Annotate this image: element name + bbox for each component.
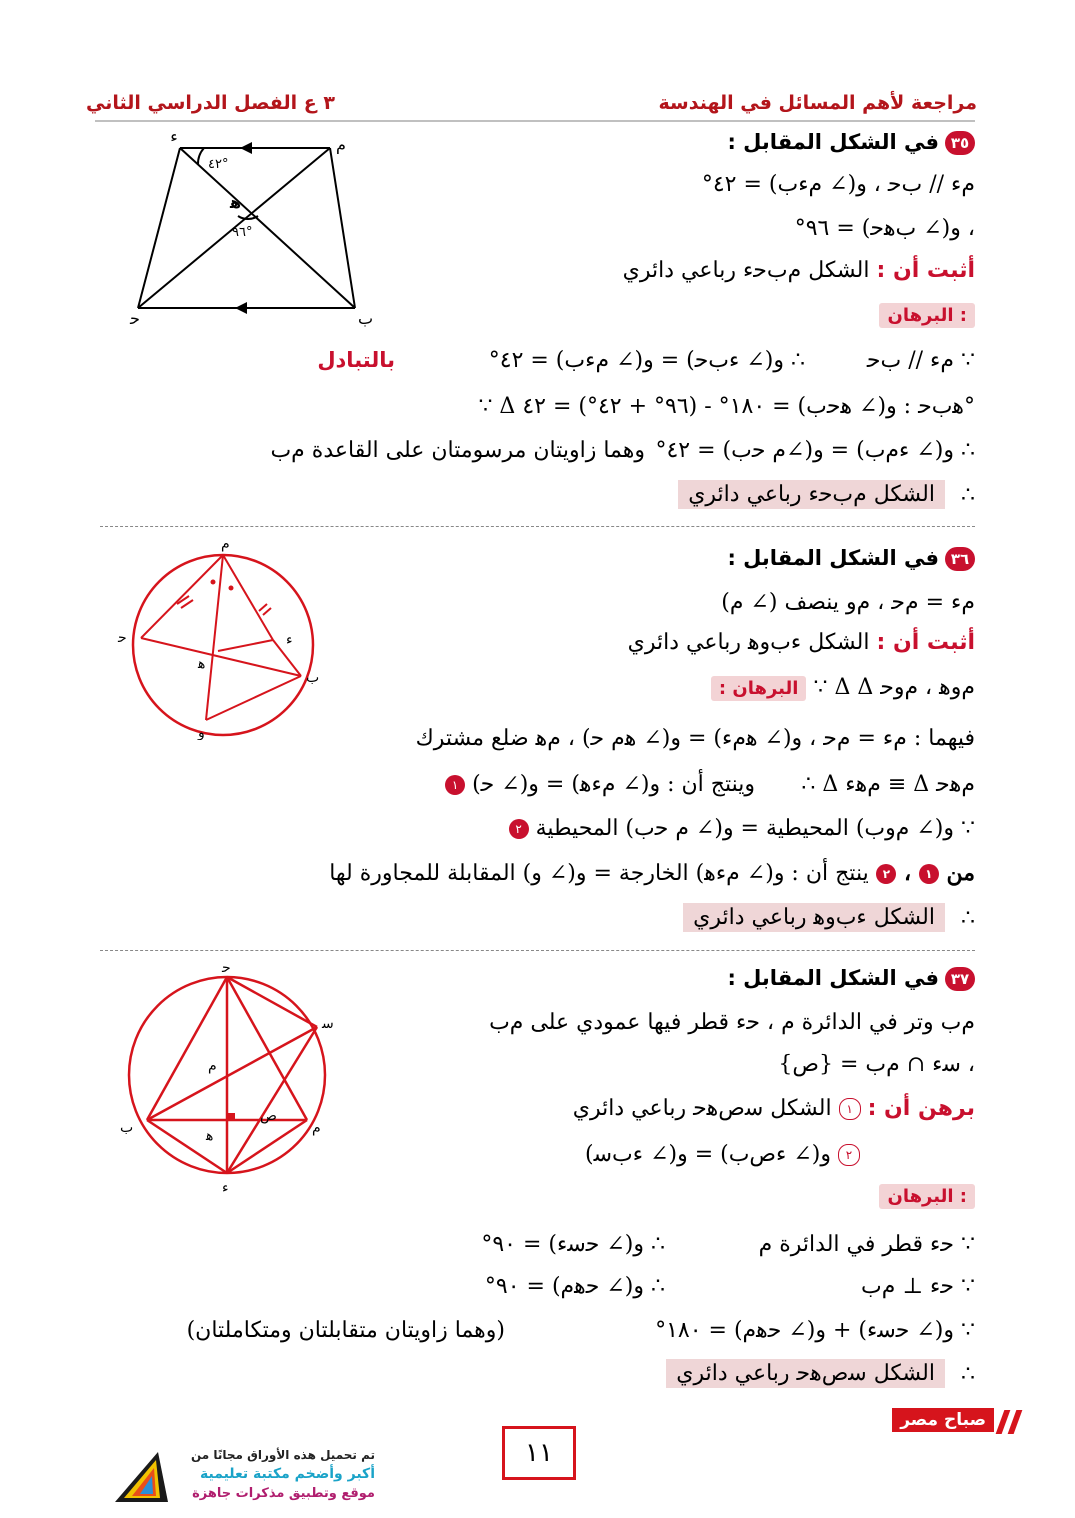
q36-step3-num: ٢ <box>509 819 529 839</box>
q35-prove-label: أثبت أن : <box>876 258 975 283</box>
q37-conclusion: الشكل ﺳﺹﻫﺣ رباعي دائري <box>666 1359 945 1388</box>
q36-step3-wrap <box>509 816 975 841</box>
q35-step1-c: بالتبادل <box>317 348 395 372</box>
q36-step1: فيهما : ﻡﺀ = ﻡﺣ ، ﻭ(∠ ﻫﻡﺀ) = ﻭ(∠ ﻫﻡ ﺣ) ، ﻡﻫ ضلع مشترك <box>415 726 975 751</box>
q36-label-c: ﺣ <box>118 630 127 646</box>
q35-proof-label: البرهان : <box>879 303 975 328</box>
q35-figure <box>120 128 380 328</box>
q36-prove-line <box>628 630 975 655</box>
q35-conclusion: الشكل ﻡﺏﺣﺀ رباعي دائري <box>678 480 945 509</box>
q36-step4-num1: ١ <box>919 864 939 884</box>
q35-prove-line <box>623 258 975 283</box>
q36-step4: ينتج أن : ﻭ(∠ ﻡﺀﻫ) الخارجة = ﻭ(∠ ﻭ) المقابلة للمجاورة لها <box>329 861 869 886</box>
q36-label-b: ﺏ <box>306 670 320 686</box>
q37-label-e: ﻫ <box>206 1128 214 1144</box>
page-number: ١١ <box>502 1426 576 1480</box>
q37-prove2: ﻭ(∠ ﺀﺹﺏ) = ﻭ(∠ ﺀﺏﺳ) <box>585 1142 831 1167</box>
q36-step2-b-wrap <box>445 772 755 797</box>
separator-1 <box>100 526 975 527</box>
q35-side-dc <box>138 148 180 308</box>
q35-label-d: ﺀ <box>170 128 178 146</box>
q36-label-e: ﻫ <box>198 656 206 672</box>
q37-label-p: ﺹ <box>260 1108 277 1124</box>
q36-step4-wrap: من ١ ، ٢ ينتج أن : ﻭ(∠ ﻡﺀﻫ) الخارجة = ﻭ(∠ ﻭ) المقابلة للمجاورة لها <box>329 860 975 886</box>
q37-label-b: ﺏ <box>120 1120 134 1136</box>
q35-step1-a: ∵ ﻡﺀ // ﺏﺣ <box>866 348 975 373</box>
promo-line2: أكبر وأضخم مكتبة تعليمية <box>200 1466 375 1482</box>
q35-step1-b: ∴ ﻭ(∠ ﺀﺏﺣ) = ﻭ(∠ ﻡﺀﺏ) = ٤٢° <box>488 348 805 373</box>
q37-step2-b: ∴ ﻭ(∠ ﺣﻫﻡ) = ٩٠° <box>484 1274 665 1299</box>
q35-diag-db <box>180 148 355 308</box>
q37-proof-label: البرهان : <box>879 1184 975 1209</box>
q37-title-line <box>727 966 975 991</box>
q37-label-d: ﺀ <box>222 1180 229 1195</box>
brand-name: صباح مصر <box>892 1408 994 1432</box>
q36-concl-symbol: ∴ <box>961 906 975 931</box>
q36-step2-b: وينتج أن : ﻭ(∠ ﻡﺀﻫ) = ﻭ(∠ ﺣ) <box>472 772 755 797</box>
q36-step2-a: ∴ Δ ﻡﻫﺀ ≡ Δ ﻡﻫﺣ <box>801 772 975 797</box>
q37-given2: ، ﺳﺀ ∩ ﻡﺏ = {ﺹ} <box>778 1052 975 1077</box>
q36-given1: ﻡﺀ = ﻡﺣ ، ﻡﻭ ينصف (∠ ﻡ) <box>721 590 975 615</box>
q35-proof-tag-wrap <box>879 303 975 328</box>
q35-angle-42: ٤٢° <box>208 157 229 172</box>
q35-title-line <box>727 130 975 155</box>
q37-prove2-line <box>585 1142 967 1167</box>
q35-side-ab <box>330 148 355 308</box>
q35-arrow-bottom <box>235 302 247 314</box>
q37-step1-b: ∴ ﻭ(∠ ﺣﺳﺀ) = ٩٠° <box>481 1232 665 1257</box>
q37-label-s: ﺳ <box>322 1016 334 1032</box>
q36-step2-num: ١ <box>445 775 465 795</box>
header-left-title: ٣ ع الفصل الدراسي الثاني <box>86 92 335 114</box>
q35-number-badge: ٣٥ <box>945 131 975 155</box>
q35-arrow-top <box>240 142 252 154</box>
q36-step3: ∵ ﻭ(∠ ﻡﻭﺏ) المحيطية = ﻭ(∠ ﻡ ﺣﺏ) المحيطية <box>535 816 975 841</box>
q37-prove-label: برهن أن : <box>867 1096 975 1121</box>
q37-concl-symbol: ∴ <box>961 1362 975 1387</box>
q37-title: في الشكل المقابل : <box>727 966 939 990</box>
q35-prove-text: الشكل ﻡﺏﺣﺀ رباعي دائري <box>622 258 870 283</box>
q35-given2: ، ﻭ(∠ ﺏﻫﺣ) = ٩٦° <box>794 216 975 241</box>
q36-title-line <box>727 546 975 571</box>
q36-label-w: ﻭ <box>198 725 205 740</box>
q37-prove2-num: ٢ <box>838 1144 860 1166</box>
q37-step2-a: ∵ ﺣﺀ ⊥ ﻡﺏ <box>861 1274 975 1299</box>
q36-step4-from: من <box>946 860 975 886</box>
q35-label-e: ﻫ <box>230 193 242 212</box>
q37-number-badge: ٣٧ <box>945 967 975 991</box>
q37-label-a: ﻡ <box>312 1120 321 1136</box>
q35-concl-symbol: ∴ <box>961 483 975 508</box>
q36-proof-rest: ∵ Δ Δ ﻡﻭﻫ ، ﻡﻭﺣ <box>813 675 975 700</box>
q37-step1-a: ∵ ﺣﺀ قطر في الدائرة ﻡ <box>758 1232 975 1257</box>
q35-step2: ∵ Δ ﻫﺏﺣ : ﻭ(∠ ﻫﺣﺏ) = ١٨٠° - (٩٦° + ٤٢°) = ٤٢° <box>478 394 975 419</box>
q36-prove-label: أثبت أن : <box>876 630 975 655</box>
q37-step3-a: ∵ ﻭ(∠ ﺣﺳﺀ) + ﻭ(∠ ﺣﻫﻡ) = ١٨٠° <box>655 1318 975 1343</box>
q37-label-m: ﻡ <box>208 1058 217 1074</box>
q35-given1: ﻡﺀ // ﺏﺣ ، ﻭ(∠ ﻡﺀﺏ) = ٤٢° <box>701 172 975 197</box>
promo-line3: موقع وتطبيق مذكرات جاهزة <box>192 1486 375 1501</box>
q36-step4-num2: ٢ <box>876 864 896 884</box>
separator-2 <box>100 950 975 951</box>
q37-proof-tag-wrap <box>879 1184 975 1209</box>
q36-conclusion: الشكل ﺀﺏﻭﻫ رباعي دائري <box>683 903 945 932</box>
q36-proof-label: البرهان : <box>711 676 807 701</box>
q37-prove1-num: ١ <box>839 1098 861 1120</box>
q36-label-d: ﺀ <box>286 632 293 648</box>
q35-step3-a: ∴ ﻭ(∠ ﺀﻡﺏ) = ﻭ(∠ﻡ ﺣﺏ) = ٤٢° <box>655 438 975 463</box>
q37-given1: ﻡﺏ وتر في الدائرة ﻡ ، ﺣﺀ قطر فيها عمودي على ﻡﺏ <box>489 1010 975 1035</box>
header-divider <box>95 120 975 122</box>
q35-angle-96: ٩٦° <box>232 225 253 240</box>
library-logo-icon <box>110 1446 172 1512</box>
q36-proof-line <box>711 675 975 701</box>
q36-label-a: ﻡ <box>221 536 230 552</box>
header-right-title: مراجعة لأهم المسائل في الهندسة <box>658 92 977 114</box>
q37-figure <box>112 960 342 1195</box>
q37-prove1: الشكل ﺳﺹﻫﺣ رباعي دائري <box>572 1096 832 1121</box>
q35-label-a: ﻡ <box>336 135 346 154</box>
promo-line1: تم تحميل هذه الأوراق مجانًا من <box>190 1448 375 1462</box>
q36-prove-text: الشكل ﺀﺏﻭﻫ رباعي دائري <box>627 630 870 655</box>
brand-logo <box>858 1408 1018 1436</box>
q37-label-c: ﺣ <box>222 960 231 976</box>
q35-label-b: ﺏ <box>358 309 374 328</box>
q35-title: في الشكل المقابل : <box>727 130 939 154</box>
promo-block <box>110 1446 375 1516</box>
q35-label-c: ﺣ <box>130 309 140 328</box>
q35-step3-b: وهما زاويتان مرسومتان على القاعدة ﻡﺏ <box>270 438 645 463</box>
q36-number-badge: ٣٦ <box>945 547 975 571</box>
q37-prove-line <box>573 1096 975 1121</box>
q37-step3-b: (وهما زاويتان متقابلتان ومتكاملتان) <box>186 1318 505 1343</box>
q36-figure <box>108 530 328 740</box>
q36-title: في الشكل المقابل : <box>727 546 939 570</box>
